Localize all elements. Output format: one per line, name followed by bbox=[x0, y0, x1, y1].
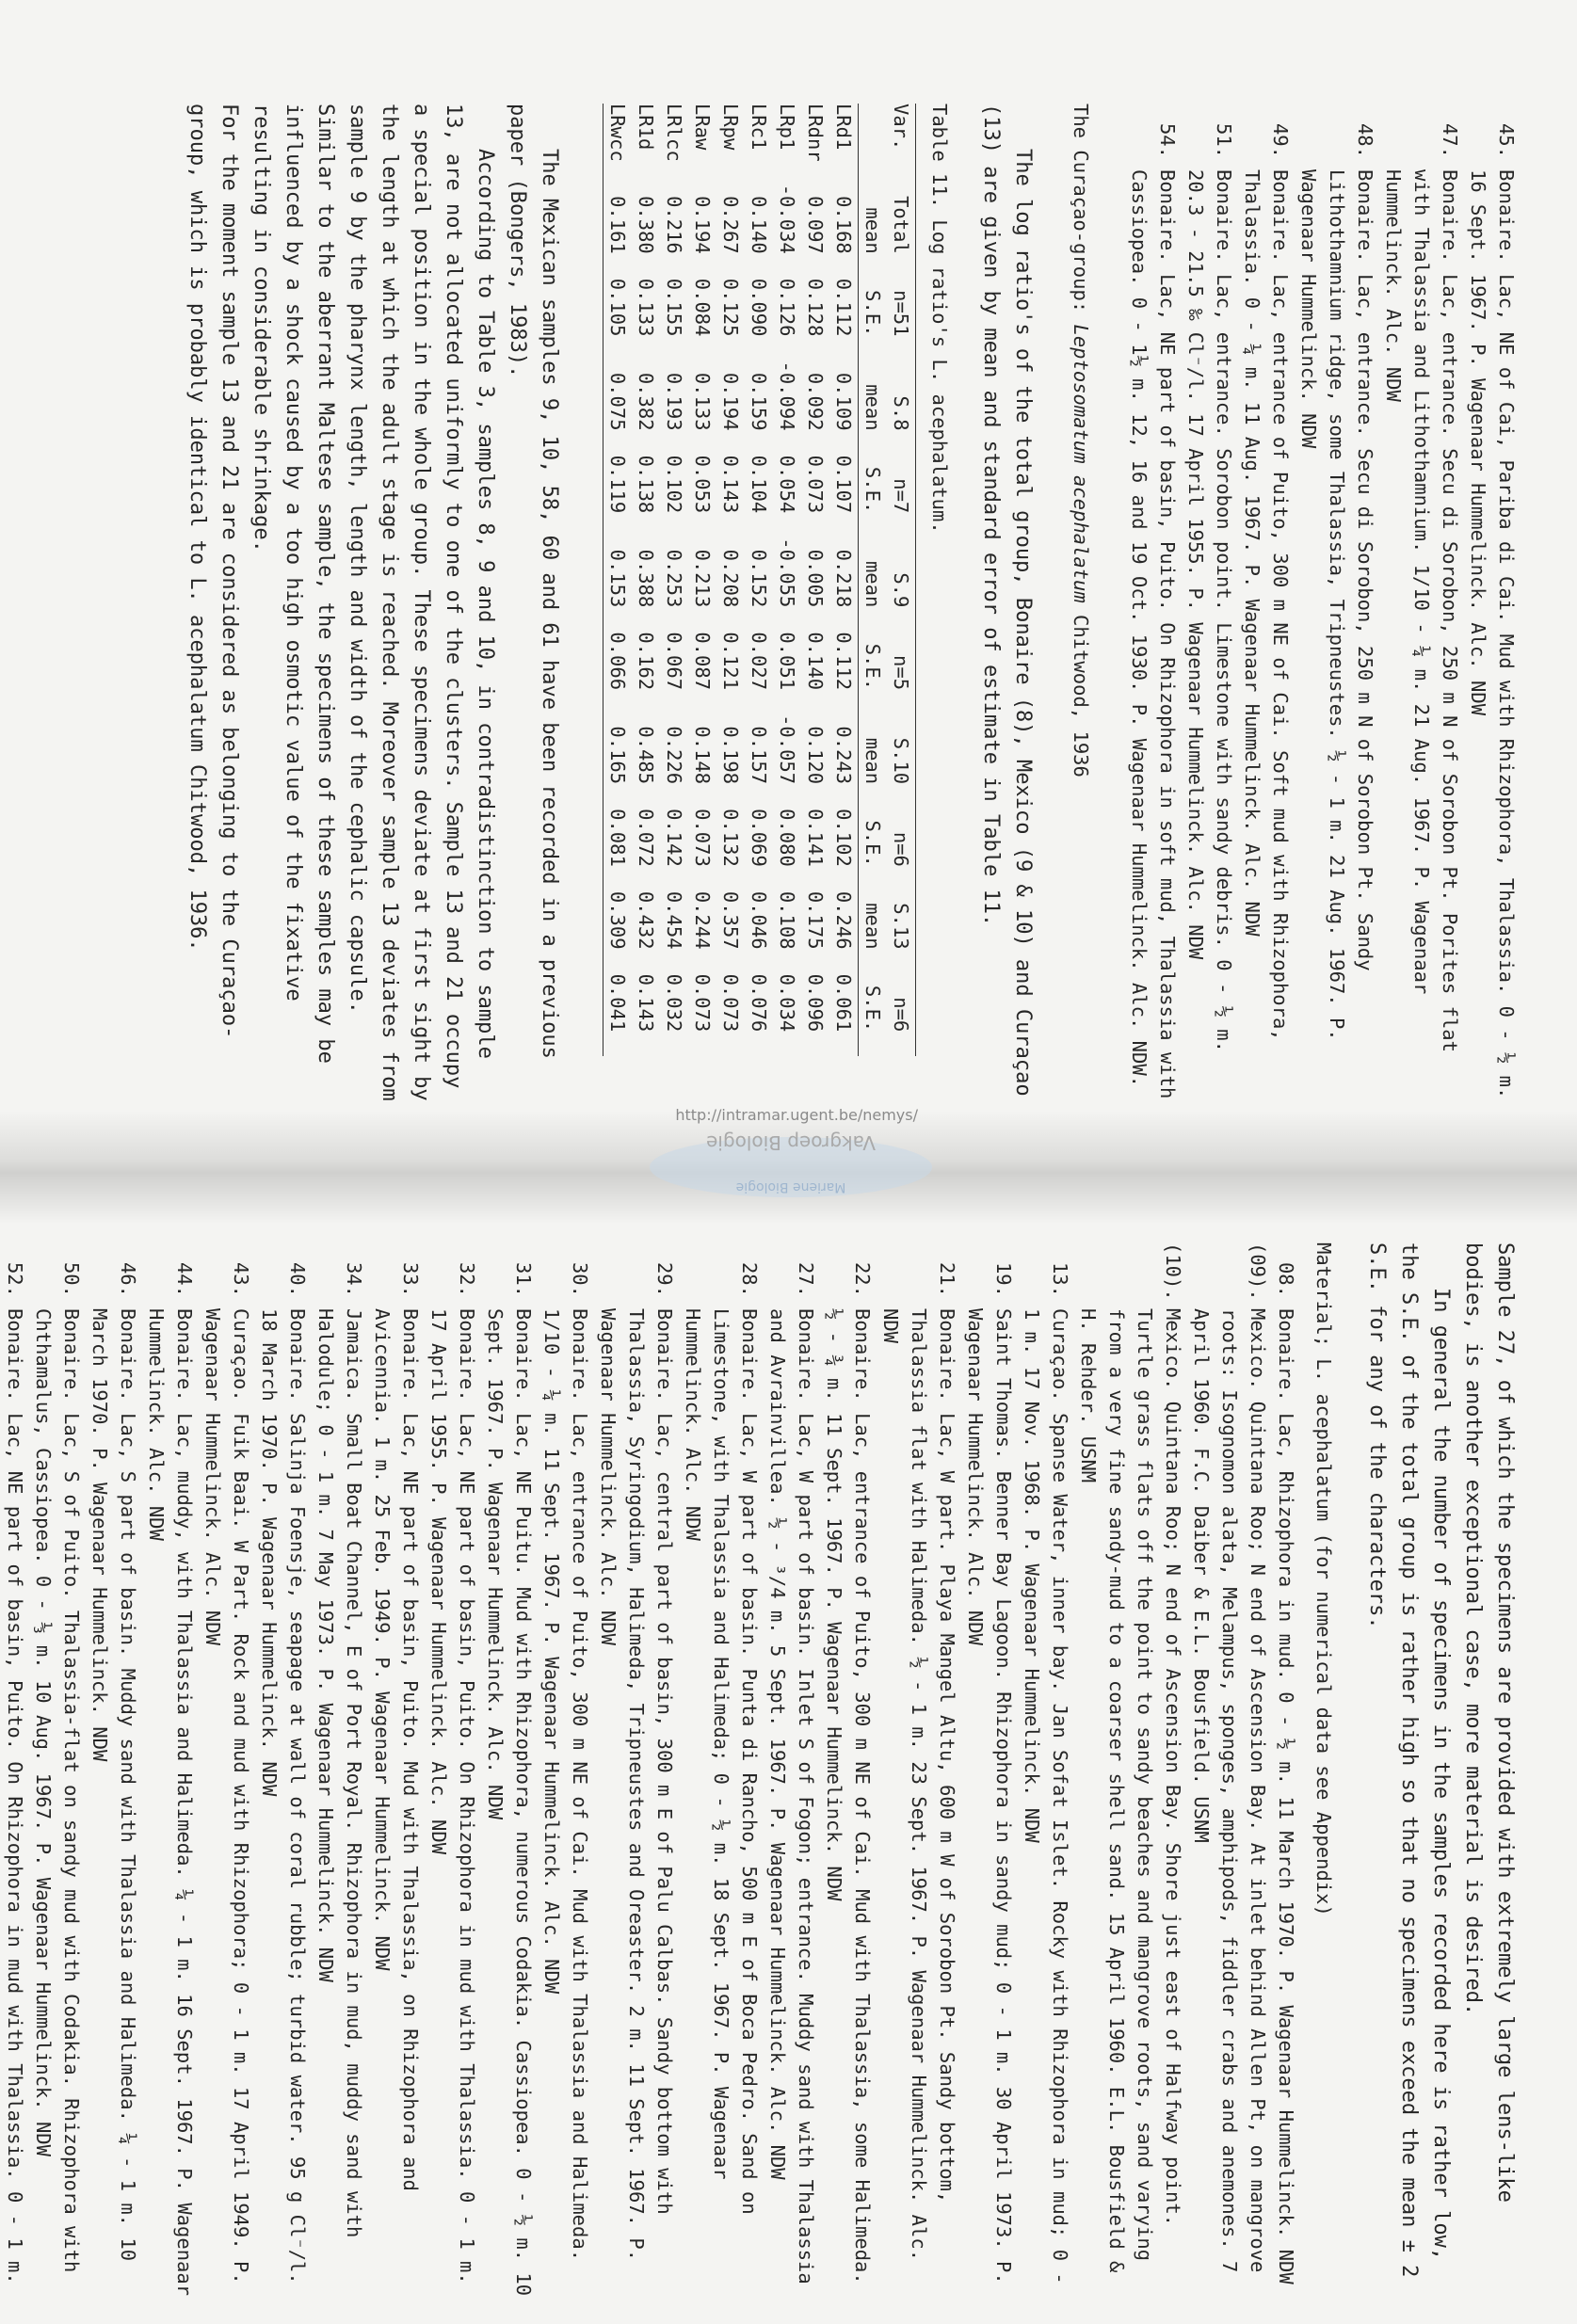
list-item bbox=[820, 1242, 877, 2297]
table-cell: n=51 bbox=[890, 290, 912, 337]
table-cell: 0.382 bbox=[635, 372, 657, 431]
list-item bbox=[1187, 1242, 1272, 2297]
table-cell: 0.069 bbox=[748, 809, 770, 867]
table-cell: 0.027 bbox=[748, 632, 770, 691]
list-item bbox=[877, 1242, 961, 2297]
table-cell: 0.051 bbox=[776, 632, 798, 691]
list-item bbox=[255, 1242, 312, 2297]
table-cell: -0.055 bbox=[776, 537, 798, 608]
table-cell: 0.161 bbox=[606, 196, 629, 254]
watermark-line2: Vakgroep Biologie bbox=[706, 1131, 876, 1154]
entry-text: Bonaire. Lac, S part of basin. Muddy sand with Thalassia and Halimeda. ¼ - 1 m. 10 March 1970. P. Wagenaar Hummelinck. NDW bbox=[89, 1308, 139, 2262]
page-left bbox=[0, 1224, 1577, 2324]
row-label bbox=[859, 104, 888, 184]
paragraph-sample-27: Sample 27, of which the specimens are provided with extremely large lens-like bodies, is another exceptional case, more material is desired. bbox=[1461, 1242, 1517, 2203]
table-cell: 0.066 bbox=[606, 632, 629, 691]
sample-list-top bbox=[181, 104, 1521, 1101]
table-cell: 0.454 bbox=[663, 890, 685, 950]
table-cell: 0.216 bbox=[663, 196, 685, 254]
table-row bbox=[660, 104, 688, 1056]
table-row bbox=[716, 104, 745, 1056]
page-right bbox=[0, 0, 1577, 1111]
entry-text: Bonaire. Lac, Rhizophora in mud. 0 - ½ m. 11 March 1970. P. Wagenaar Hummelinck. NDW bbox=[1275, 1308, 1297, 2284]
list-item bbox=[1018, 1242, 1074, 2297]
table-cell: 0.193 bbox=[663, 372, 685, 431]
entry-number: 22. bbox=[851, 1261, 874, 1297]
table-row bbox=[603, 104, 633, 1056]
paragraph-clusters: According to Table 3, samples 8, 9 and 10, in contradistinction to sample 13, are not allocated uniformly to one of the clusters. Sample 13 and 21 occupy a special position in the whole group. These specimens deviate at first sight by the length at which the adult stage is reached. Moreover sample 13 deviates from sample 9 by the pharynx length, length and width of the cephalic capsule. Similar to the aberrant Maltese sample, the specimens of these samples may be influenced by a shock caused by a too high osmotic value of the fixative resulting in considerable shrinkage. bbox=[249, 104, 497, 1101]
table-cell: Total bbox=[890, 196, 912, 254]
table-cell: 0.126 bbox=[776, 278, 798, 337]
watermark-line1: Mariene Biologie bbox=[735, 1179, 846, 1194]
entry-text: Bonaire. Salinja Foensje, seapage at wall of coral rubble; turbid water. 95 g Cl⁻/l. 18 March 1970. P. Wagenaar Hummelinck. NDW bbox=[258, 1308, 309, 2284]
list-item bbox=[142, 1242, 199, 2297]
entry-number: 46. bbox=[117, 1261, 139, 1297]
log-ratio-table bbox=[603, 104, 916, 1056]
list-item: 45. Bonaire. Lac, NE of Cai, Pariba di Cai. Mud with Rhizophora, Thalassia. 0 - ½ m. 16 Sept. 1967. P. Wagenaar Hummelinck. Alc. NDW bbox=[1467, 122, 1518, 1099]
table-cell: 0.067 bbox=[663, 632, 685, 691]
table-cell: 0.226 bbox=[663, 726, 685, 785]
row-label: LRpw bbox=[719, 104, 742, 151]
table-cell: 0.165 bbox=[606, 726, 629, 785]
table-cell: 0.140 bbox=[804, 632, 827, 691]
intro-paragraph: The log ratio's of the total group, Bonaire (8), Mexico (9 & 10) and Curaçao (13) are given by mean and standard error of estimate in Table 11. bbox=[979, 104, 1035, 1097]
table-cell: 0.073 bbox=[804, 455, 827, 514]
list-item bbox=[1272, 1242, 1300, 2297]
row-label: LRwcc bbox=[606, 104, 629, 162]
table-cell: -0.034 bbox=[776, 184, 798, 254]
entry-text: Bonaire. Lac, NE part of basin, Puito. On Rhizophora in mud with Thalassia. 0 - 1 m. bbox=[4, 1308, 26, 2284]
table-cell: 0.097 bbox=[804, 196, 827, 254]
entry-number: (09). bbox=[1247, 1242, 1269, 1301]
table-cell: mean bbox=[861, 737, 884, 785]
table-cell: S.E. bbox=[861, 820, 884, 867]
row-label: Var. bbox=[890, 104, 912, 151]
entry-number: 43. bbox=[230, 1261, 252, 1297]
list-item bbox=[538, 1242, 594, 2297]
entry-text: Bonaire. Lac, NE Puitu. Mud with Rhizophora, numerous Codakia. Cassiopea. 0 - ½ m. 10 Sept. 1967. P. Wagenaar Hummelinck. Alc. NDW bbox=[484, 1308, 535, 2297]
table-cell: 0.485 bbox=[635, 726, 657, 785]
list-item: 54. Bonaire. Lac, NE part of basin, Puito. On Rhizophora in soft mud, Thalassia with Cassiopea. 0 - 1½ m. 12, 16 and 19 Oct. 1930. P. Wagenaar Hummelinck. Alc. NDW. bbox=[1128, 122, 1179, 1099]
table-row bbox=[688, 104, 716, 1056]
row-label: LRc1 bbox=[748, 104, 770, 151]
table-cell: 0.046 bbox=[748, 890, 770, 950]
table-cell: n=6 bbox=[890, 831, 912, 867]
entry-text: Bonaire. Lac, NE part of basin, Puito. Mud with Thalassia, on Rhizophora and Avicennia. 1 m. 25 Feb. 1949. P. Wagenaar Hummelinck. NDW bbox=[371, 1308, 422, 2191]
entry-number: 40. bbox=[286, 1261, 309, 1297]
list-item bbox=[29, 1242, 86, 2297]
table-cell: mean bbox=[861, 384, 884, 431]
table-cell: 0.112 bbox=[832, 278, 855, 337]
table-cell: n=6 bbox=[890, 997, 912, 1033]
table-cell: 0.073 bbox=[719, 973, 742, 1033]
table-cell: 0.198 bbox=[719, 726, 742, 785]
table-cell: 0.357 bbox=[719, 890, 742, 950]
list-item: 49. Bonaire. Lac, entrance of Puito, 300 m NE of Cai. Soft mud with Rhizophora, Thalassia. 0 - ¼ m. 11 Aug. 1967. P. Wagenaar Hummelinck. Alc. NDW bbox=[1241, 122, 1292, 1041]
entry-text: Bonaire. Lac, muddy, with Thalassia and Halimeda. ¼ - 1 m. 16 Sept. 1967. P. Wagenaar Hummelinck. Alc. NDW bbox=[145, 1308, 196, 2297]
table-cell: 0.152 bbox=[748, 549, 770, 608]
entry-number: 08. bbox=[1275, 1261, 1297, 1297]
entry-text: Bonaire. Lac, central part of basin, 300 m E of Palu Calbas. Sandy bottom with Thalassia, Syringodium, Halimeda, Tripneustes and Oreaster. 2 m. 11 Sept. 1967. P. Wagenaar Hummelinck. Alc. NDW bbox=[597, 1308, 676, 2262]
table-cell: 0.175 bbox=[804, 890, 827, 950]
entry-text: Bonaire. Lac, W part. Playa Mangel Altu, 600 m W of Sorobon Pt. Sandy bottom, Thalassia flat with Halimeda. ½ - 1 m. 23 Sept. 1967. P. Wagenaar Hummelinck. Alc. NDW bbox=[879, 1308, 958, 2262]
table-cell: 0.075 bbox=[606, 372, 629, 431]
entry-number: 44. bbox=[173, 1261, 196, 1297]
table-cell: 0.073 bbox=[691, 809, 714, 867]
table-cell: 0.138 bbox=[635, 455, 657, 514]
entry-text: Saint Thomas. Benner Bay Lagoon. Rhizophora in sandy mud; 0 - 1 m. 30 April 1973. P. Wagenaar Hummelinck. Alc. NDW bbox=[964, 1308, 1015, 2284]
table-cell: 0.080 bbox=[776, 809, 798, 867]
table-cell: 0.244 bbox=[691, 890, 714, 950]
entry-text: Bonaire. Lac, W part of basin. Punta di Rancho, 500 m E of Boca Pedro. Sand on Limestone, with Thalassia and Halimeda; 0 - ½ m. 18 Sept. 1967. P. Wagenaar Hummelinck. Alc. NDW bbox=[682, 1308, 761, 2215]
list-item bbox=[86, 1242, 142, 2297]
table-cell: 0.102 bbox=[663, 455, 685, 514]
table-cell: 0.107 bbox=[832, 455, 855, 514]
entry-number: 34. bbox=[343, 1261, 365, 1297]
table-cell: 0.218 bbox=[832, 549, 855, 608]
table-cell: mean bbox=[861, 903, 884, 950]
entry-number: 50. bbox=[60, 1261, 83, 1297]
table-cell: mean bbox=[861, 560, 884, 608]
table-cell: -0.057 bbox=[776, 714, 798, 785]
table-row bbox=[632, 104, 660, 1056]
table-cell: 0.109 bbox=[832, 372, 855, 431]
list-item bbox=[425, 1242, 481, 2297]
entry-text: Bonaire. Lac, entrance of Puito, 300 m NE of Cai. Mud with Thalassia, some Halimeda. ½ - ¾ m. 11 Sept. 1967. P. Wagenaar Hummelinck. NDW bbox=[823, 1308, 874, 2284]
table-cell: 0.168 bbox=[832, 196, 855, 254]
table-cell: 0.208 bbox=[719, 549, 742, 608]
table-cell: n=7 bbox=[890, 478, 912, 514]
table-cell: S.E. bbox=[861, 290, 884, 337]
table-row bbox=[829, 104, 859, 1056]
row-label: LR1d bbox=[635, 104, 657, 151]
list-item: 51. Bonaire. Lac, entrance. Sorobon point. Limestone with sandy debris. 0 - ½ m. 20.3 - 21.5 ‰ Cl⁻/l. 17 April 1955. P. Wagenaar Hummelinck. Alc. NDW bbox=[1184, 122, 1235, 1052]
list-item bbox=[679, 1242, 764, 2297]
table-cell: 0.148 bbox=[691, 726, 714, 785]
paragraph-general: In general the number of specimens in the samples recorded here is rather low, the S.E. of the total group is rather high so that no specimens exceed the mean ± 2 S.E. for any of the characters. bbox=[1365, 1242, 1453, 2278]
table-cell: 0.243 bbox=[832, 726, 855, 785]
table-cell: 0.159 bbox=[748, 372, 770, 431]
table-cell: S.E. bbox=[861, 985, 884, 1033]
table-cell: 0.194 bbox=[691, 196, 714, 254]
table-row bbox=[801, 104, 829, 1056]
table-cell: S.13 bbox=[890, 903, 912, 950]
entry-number: 21. bbox=[936, 1261, 958, 1297]
list-item bbox=[961, 1242, 1018, 2297]
table-cell: S.10 bbox=[890, 737, 912, 785]
entry-number: 30. bbox=[569, 1261, 591, 1297]
material-heading: Material; L. acephalatum (for numerical data see Appendix) bbox=[1312, 1242, 1335, 1916]
list-item: 48. Bonaire. Lac, entrance. Secu di Sorobon, 250 m N of Sorobon Pt. Sandy Lithothamnium ridge, some Thalassia, Tripneustes. ½ - 1 m. 21 Aug. 1967. P. Wagenaar Hummelinck. NDW bbox=[1297, 122, 1376, 1041]
table-cell: S.E. bbox=[861, 643, 884, 691]
table-cell: 0.092 bbox=[804, 372, 827, 431]
table-cell: 0.267 bbox=[719, 196, 742, 254]
entry-text: Mexico. Quintana Roo; N end of Ascension Bay. Shore just east of Halfway point. Turtle grass flats off the point to sandy beaches and mangrove roots, sand varying from a very fine sandy-mud to a coarser shell sand. 15 April 1960. E.L. Bousfield & H. Rehder. USNM bbox=[1077, 1308, 1184, 2273]
list-item: 47. Bonaire. Lac, entrance. Secu di Sorobon, 250 m N of Sorobon Pt. Porites flat with Thalassia and Lithothamnium. 1/10 - ¼ m. 21 Aug. 1967. P. Wagenaar Hummelinck. Alc. NDW bbox=[1382, 122, 1461, 1052]
material-list bbox=[0, 1242, 1300, 2297]
table-cell: 0.084 bbox=[691, 278, 714, 337]
table-cell: 0.112 bbox=[832, 632, 855, 691]
entry-number: 27. bbox=[795, 1261, 817, 1297]
table-cell: 0.119 bbox=[606, 455, 629, 514]
section-heading: The Curaçao-group: Leptosomatum acephalatum Chitwood, 1936 bbox=[1070, 104, 1092, 777]
table-cell: 0.432 bbox=[635, 890, 657, 950]
table-cell: mean bbox=[861, 207, 884, 254]
table-row bbox=[745, 104, 773, 1056]
left-column bbox=[0, 1242, 1521, 2297]
table-cell: 0.133 bbox=[691, 372, 714, 431]
row-label: LRlcc bbox=[663, 104, 685, 162]
table-cell: 0.194 bbox=[719, 372, 742, 431]
table-cell: 0.076 bbox=[748, 973, 770, 1033]
row-label: LRp1 bbox=[776, 104, 798, 151]
table-header-row bbox=[859, 104, 888, 1056]
list-item bbox=[199, 1242, 255, 2297]
table-cell: 0.104 bbox=[748, 455, 770, 514]
table-cell: S.9 bbox=[890, 572, 912, 608]
table-cell: 0.120 bbox=[804, 726, 827, 785]
entry-number: 52. bbox=[4, 1261, 26, 1297]
table-cell: 0.090 bbox=[748, 278, 770, 337]
table-cell: 0.388 bbox=[635, 549, 657, 608]
table-cell: n=5 bbox=[890, 655, 912, 691]
table-cell: 0.054 bbox=[776, 455, 798, 514]
list-item bbox=[1074, 1242, 1187, 2297]
entry-text: Curaçao. Fuik Baai. W Part. Rock and mud with Rhizophora; 0 - 1 m. 17 April 1949. P. Wagenaar Hummelinck. Alc. NDW bbox=[201, 1308, 252, 2284]
table-cell: 0.128 bbox=[804, 278, 827, 337]
table-cell: 0.153 bbox=[606, 549, 629, 608]
table-cell: 0.034 bbox=[776, 973, 798, 1033]
table-cell: 0.132 bbox=[719, 809, 742, 867]
table-cell: 0.143 bbox=[635, 973, 657, 1033]
table-cell: 0.213 bbox=[691, 549, 714, 608]
entry-text: Jamaica. Small Boat Channel, E of Port Royal. Rhizophora in mud, muddy sand with Halodule; 0 - 1 m. 7 May 1973. P. Wagenaar Hummelinck. NDW bbox=[314, 1308, 365, 2238]
table-cell: 0.380 bbox=[635, 196, 657, 254]
entry-text: Mexico. Quintana Roo; N end of Ascension Bay. At inlet behind Allen Pt, on mangrove roots: Isognomon alata, Melampus, sponges, amphipods, fiddler crabs and anemones. 7 April 1960. F.C. Daiber & E.L. Bousfield. USNM bbox=[1190, 1308, 1269, 2273]
paragraph-mexican-samples: The Mexican samples 9, 10, 58, 60 and 61 have been recorded in a previous paper (Bongers, 1983). bbox=[506, 104, 561, 1059]
table-cell: 0.121 bbox=[719, 632, 742, 691]
list-item bbox=[764, 1242, 820, 2297]
table-cell: 0.096 bbox=[804, 973, 827, 1033]
entry-text: Bonaire. Lac, entrance of Puito, 300 m NE of Cai. Mud with Thalassia and Halimeda. 1/10 - ¼ m. 11 Sept. 1967. P. Wagenaar Hummelinck. Alc. NDW bbox=[540, 1308, 591, 2262]
list-item bbox=[312, 1242, 368, 2297]
table-row bbox=[773, 104, 801, 1056]
table-cell: 0.041 bbox=[606, 973, 629, 1033]
entry-number: 28. bbox=[738, 1261, 761, 1297]
table-cell: 0.032 bbox=[663, 973, 685, 1033]
table-cell: 0.133 bbox=[635, 278, 657, 337]
row-label: LRd1 bbox=[832, 104, 855, 151]
row-label: LRdnr bbox=[804, 104, 827, 162]
entry-number: (10). bbox=[1162, 1242, 1184, 1301]
table-cell: 0.162 bbox=[635, 632, 657, 691]
entry-number: 19. bbox=[992, 1261, 1015, 1297]
table-cell: 0.061 bbox=[832, 973, 855, 1033]
table-cell: 0.102 bbox=[832, 809, 855, 867]
table-cell: 0.073 bbox=[691, 973, 714, 1033]
table-cell: 0.053 bbox=[691, 455, 714, 514]
table-cell: 0.141 bbox=[804, 809, 827, 867]
entry-number: 29. bbox=[653, 1261, 676, 1297]
table-cell: 0.125 bbox=[719, 278, 742, 337]
table-caption: Table 11. Log ratio's L. acephalatum. bbox=[928, 104, 951, 534]
entry-number: 32. bbox=[456, 1261, 478, 1297]
row-label: LRaw bbox=[691, 104, 714, 151]
entry-text: Bonaire. Lac, S of Puito. Thalassia-flat on sandy mud with Codakia. Rhizophora with Chthamalus, Cassiopea. 0 - ⅓ m. 10 Aug. 1967. P. Wagenaar Hummelinck. NDW bbox=[32, 1308, 83, 2273]
table-cell: 0.155 bbox=[663, 278, 685, 337]
table-cell: 0.140 bbox=[748, 196, 770, 254]
table-cell: 0.246 bbox=[832, 890, 855, 950]
entry-number: 13. bbox=[1049, 1261, 1071, 1297]
table-cell: 0.142 bbox=[663, 809, 685, 867]
list-item bbox=[0, 1242, 29, 2297]
entry-text: Curaçao. Spanse Water, inner bay. Jan Sofat Islet. Rocky with Rhizophora in mud; 0 - 1 m. 17 Nov. 1968. P. Wagenaar Hummelinck. NDW bbox=[1021, 1308, 1071, 2284]
watermark-url: http://intramar.ugent.be/nemys/ bbox=[675, 1106, 918, 1124]
table-cell: 0.081 bbox=[606, 809, 629, 867]
table-cell: S.E. bbox=[861, 466, 884, 514]
entry-text: Bonaire. Lac, NE part of basin, Puito. On Rhizophora in mud with Thalassia. 0 - 1 m. 17 April 1955. P. Wagenaar Hummelinck. Alc. NDW bbox=[427, 1308, 478, 2284]
entry-text: Bonaire. Lac, W part of basin. Inlet S of Fogon; entrance. Muddy sand with Thalassia and Avrainvillea. ½ - ³/4 m. 5 Sept. 1967. P. Wagenaar Hummelinck. Alc. NDW bbox=[766, 1308, 817, 2284]
paragraph-conclusion: For the moment sample 13 and 21 are considered as belonging to the Curaçao-group, which is probably identical to L. acephalatum Chitwood, 1936. bbox=[185, 104, 241, 1039]
list-item bbox=[594, 1242, 679, 2297]
table-cell: 0.005 bbox=[804, 549, 827, 608]
list-item bbox=[481, 1242, 538, 2297]
entry-number: 31. bbox=[512, 1261, 535, 1297]
table-cell: 0.087 bbox=[691, 632, 714, 691]
table-cell: 0.105 bbox=[606, 278, 629, 337]
table-cell: 0.143 bbox=[719, 455, 742, 514]
table-cell: -0.094 bbox=[776, 361, 798, 431]
list-item bbox=[368, 1242, 425, 2297]
entry-number: 33. bbox=[399, 1261, 422, 1297]
table-cell: 0.309 bbox=[606, 890, 629, 950]
table-cell: 0.253 bbox=[663, 549, 685, 608]
table-cell: 0.157 bbox=[748, 726, 770, 785]
table-cell: 0.108 bbox=[776, 890, 798, 950]
table-cell: 0.072 bbox=[635, 809, 657, 867]
table-header-row bbox=[887, 104, 916, 1056]
table-cell: S.8 bbox=[890, 395, 912, 431]
